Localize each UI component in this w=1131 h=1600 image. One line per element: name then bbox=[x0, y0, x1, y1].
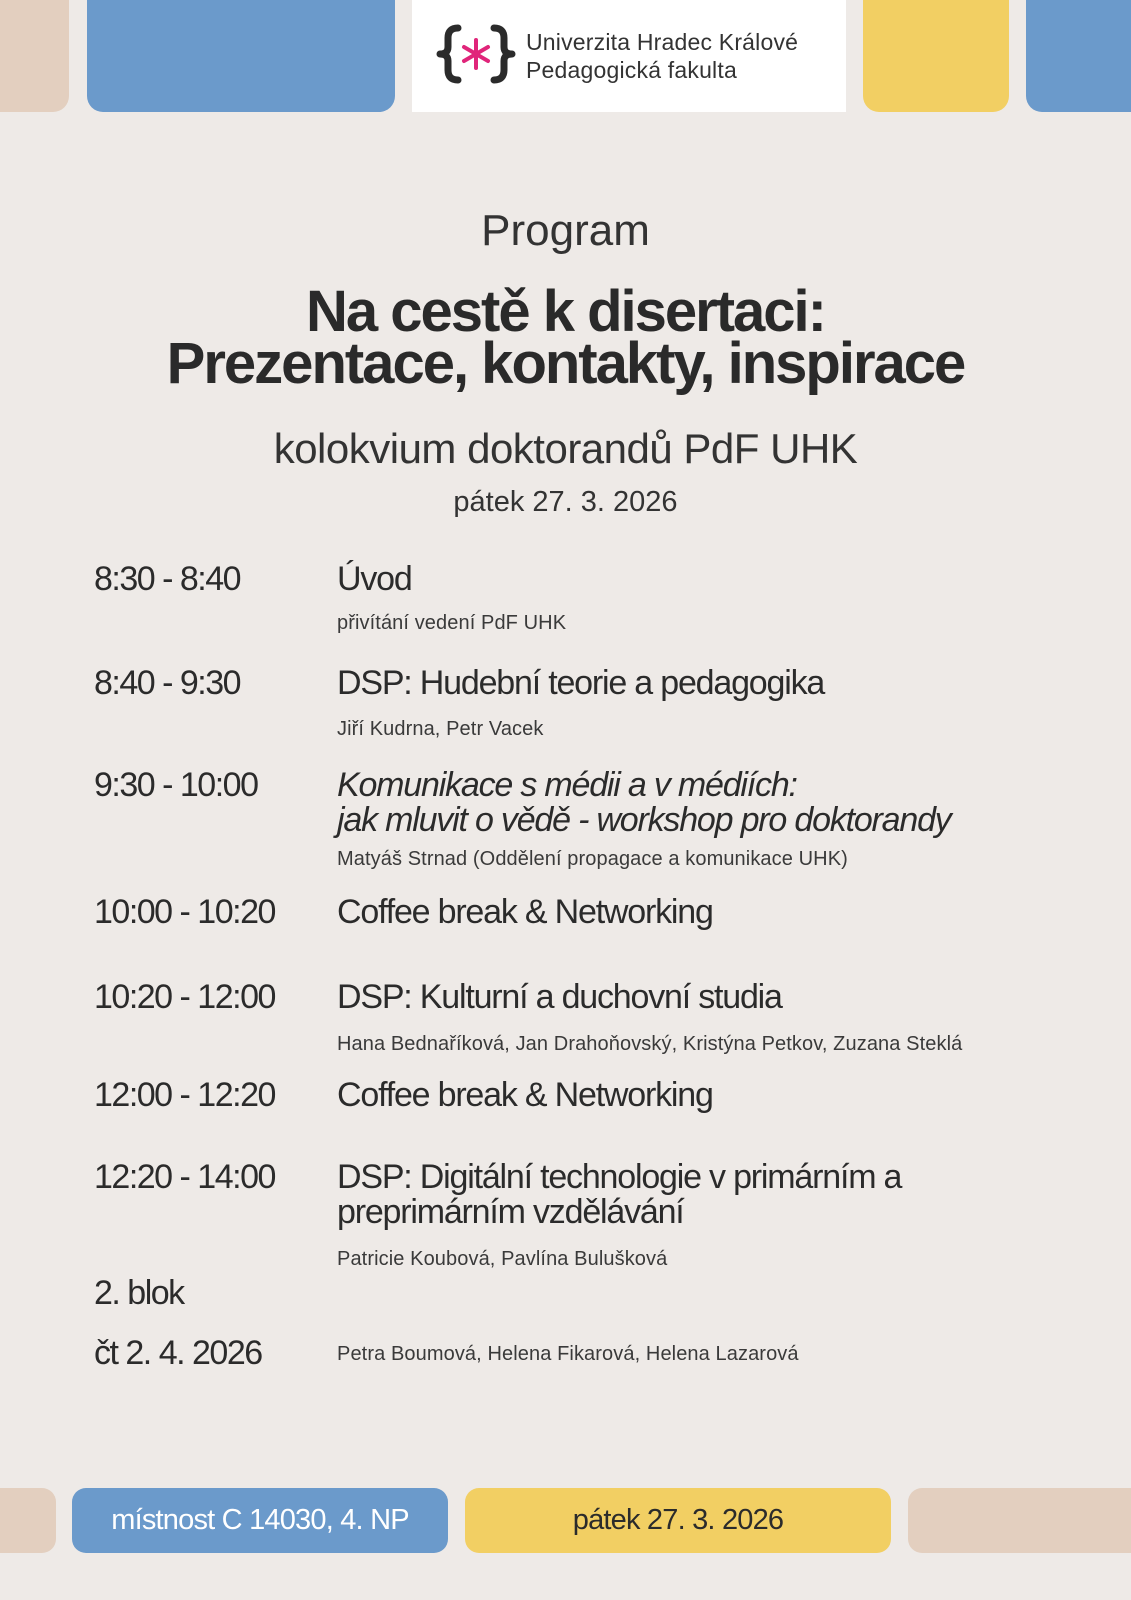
schedule-title: DSP: Hudební teorie a pedagogika bbox=[337, 664, 825, 702]
schedule-title-line2: preprimárním vzdělávání bbox=[337, 1193, 684, 1231]
program-heading: Program bbox=[481, 206, 650, 255]
schedule-title: Coffee break & Networking bbox=[337, 893, 713, 931]
logo-text bbox=[526, 28, 798, 84]
schedule-title: Coffee break & Networking bbox=[337, 1076, 713, 1114]
event-date: pátek 27. 3. 2026 bbox=[453, 486, 678, 518]
top-decor-yellow bbox=[863, 0, 1009, 112]
event-title bbox=[0, 279, 1131, 396]
event-subtitle: kolokvium doktorandů PdF UHK bbox=[273, 425, 858, 472]
footer-room-badge bbox=[72, 1488, 448, 1553]
schedule-details: Jiří Kudrna, Petr Vacek bbox=[337, 718, 544, 740]
schedule-time: 8:40 - 9:30 bbox=[94, 664, 241, 702]
schedule-title: DSP: Kulturní a duchovní studia bbox=[337, 978, 782, 1016]
schedule-details: Hana Bednaříková, Jan Drahoňovský, Kristýna Petkov, Zuzana Steklá bbox=[337, 1033, 963, 1055]
university-logo bbox=[412, 0, 846, 112]
event-title-line2: Prezentace, kontakty, inspirace bbox=[166, 331, 965, 396]
schedule-time: 8:30 - 8:40 bbox=[94, 560, 241, 598]
schedule-title-line1: Komunikace s médii a v médiích: bbox=[337, 766, 797, 804]
schedule-time: 10:00 - 10:20 bbox=[94, 893, 275, 931]
second-block-details: Petra Boumová, Helena Fikarová, Helena Lazarová bbox=[337, 1343, 799, 1365]
schedule-title bbox=[337, 768, 951, 838]
top-decor-blue-left bbox=[87, 0, 395, 112]
asterisk-braces-logo-icon bbox=[436, 22, 516, 86]
footer-decor-beige-left bbox=[0, 1488, 56, 1553]
schedule-time: 10:20 - 12:00 bbox=[94, 978, 275, 1016]
schedule-title bbox=[337, 1160, 901, 1230]
logo-faculty-name: Pedagogická fakulta bbox=[526, 57, 737, 83]
schedule-time: 12:20 - 14:00 bbox=[94, 1158, 275, 1196]
schedule-details: přivítání vedení PdF UHK bbox=[337, 612, 567, 634]
schedule-title: Úvod bbox=[337, 560, 412, 598]
schedule-time: 9:30 - 10:00 bbox=[94, 766, 258, 804]
footer-room-text: místnost C 14030, 4. NP bbox=[111, 1504, 409, 1536]
logo-university-name: Univerzita Hradec Králové bbox=[526, 29, 799, 55]
top-decor-beige-left bbox=[0, 0, 69, 112]
event-title-line1: Na cestě k disertaci: bbox=[306, 279, 825, 344]
schedule-title-line2: jak mluvit o vědě - workshop pro doktorandy bbox=[337, 801, 951, 839]
schedule-details: Matyáš Strnad (Oddělení propagace a komunikace UHK) bbox=[337, 848, 848, 870]
second-block-label: 2. blok bbox=[94, 1274, 184, 1312]
schedule-time: 12:00 - 12:20 bbox=[94, 1076, 275, 1114]
top-decor-blue-right bbox=[1026, 0, 1131, 112]
schedule-title-line1: DSP: Digitální technologie v primárním a bbox=[337, 1158, 902, 1196]
second-block-date: čt 2. 4. 2026 bbox=[94, 1334, 262, 1372]
schedule-details: Patricie Koubová, Pavlína Bulušková bbox=[337, 1248, 668, 1270]
footer-date-badge bbox=[465, 1488, 891, 1553]
footer-date-text: pátek 27. 3. 2026 bbox=[572, 1504, 784, 1536]
footer-decor-beige-right bbox=[908, 1488, 1131, 1553]
